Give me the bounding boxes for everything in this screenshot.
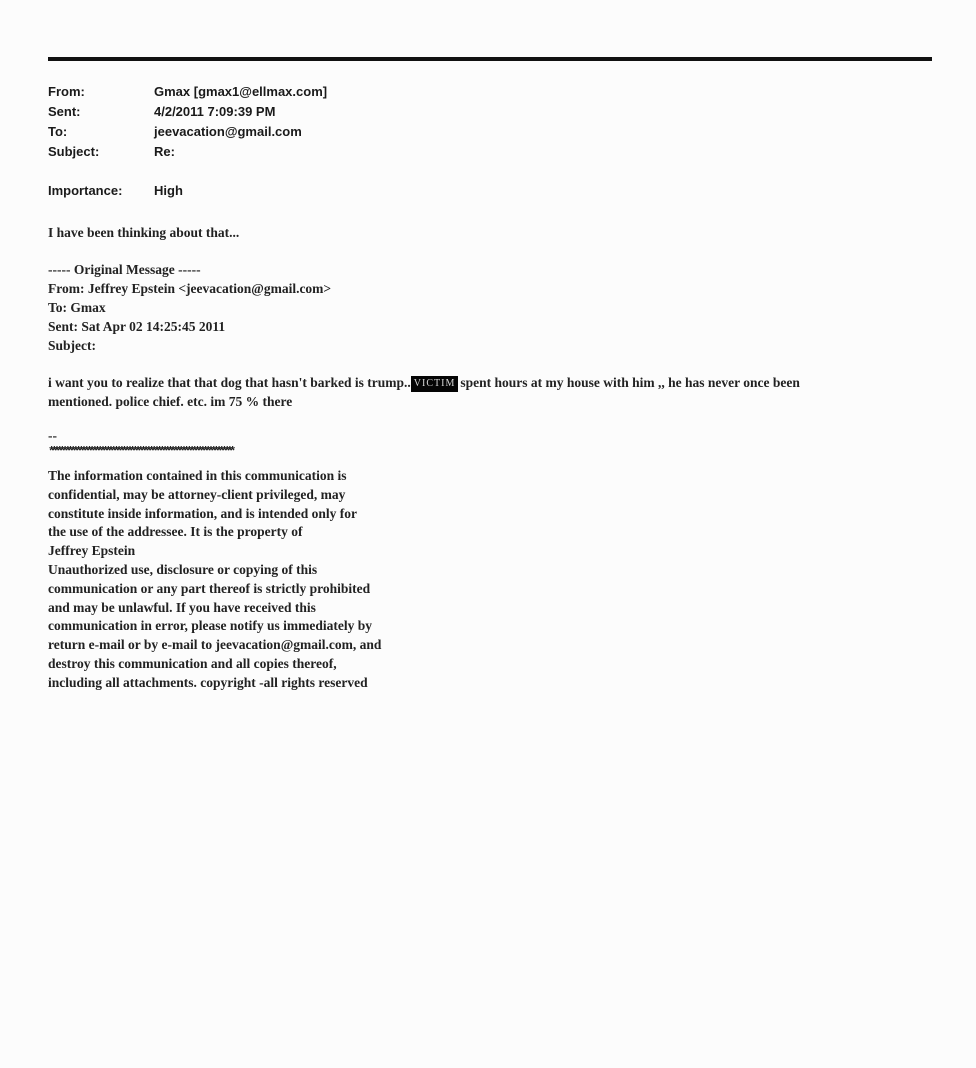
signature-stars: ********************************************************************	[48, 445, 232, 459]
disclaimer-line: and may be unlawful. If you have received this	[48, 599, 316, 615]
disclaimer-line: confidential, may be attorney-client privileged, may	[48, 486, 346, 502]
sent-row	[48, 102, 327, 122]
disclaimer	[48, 467, 381, 693]
importance-row	[48, 181, 183, 201]
body-line-2: mentioned. police chief. etc. im 75 % there	[48, 394, 293, 409]
original-sent: Sent: Sat Apr 02 14:25:45 2011	[48, 319, 226, 334]
disclaimer-line: constitute inside information, and is intended only for	[48, 505, 358, 521]
email-header	[48, 82, 327, 162]
subject-label: Subject:	[48, 144, 100, 159]
disclaimer-line: communication in error, please notify us immediately by	[48, 618, 372, 634]
reply-text: I have been thinking about that...	[48, 225, 240, 240]
sent-value: 4/2/2011 7:09:39 PM	[154, 104, 276, 119]
disclaimer-line: The information contained in this communication is	[48, 468, 347, 483]
disclaimer-line: including all attachments. copyright -all rights reserved	[48, 674, 368, 690]
body-line-1	[48, 373, 928, 392]
from-row	[48, 82, 327, 102]
original-divider: ----- Original Message -----	[48, 262, 201, 277]
importance-value: High	[154, 183, 183, 198]
original-message-header	[48, 260, 331, 355]
original-to: To: Gmax	[48, 300, 106, 315]
header-rule	[48, 57, 932, 61]
redaction-box: VICTIM	[411, 376, 459, 392]
message-body	[48, 373, 928, 411]
subject-row	[48, 142, 327, 162]
disclaimer-line: destroy this communication and all copies thereof,	[48, 655, 337, 671]
original-from: From: Jeffrey Epstein <jeevacation@gmail.com>	[48, 281, 332, 296]
disclaimer-line: Unauthorized use, disclosure or copying of this	[48, 561, 318, 577]
to-row	[48, 122, 327, 142]
signature-dash: --	[48, 428, 57, 443]
signature-block	[48, 428, 530, 460]
subject-value: Re:	[154, 144, 175, 159]
original-subject: Subject:	[48, 338, 96, 353]
to-label: To:	[48, 124, 68, 139]
disclaimer-line: communication or any part thereof is strictly prohibited	[48, 580, 371, 596]
body-line-1-before: i want you to realize that that dog that hasn't barked is trump..	[48, 375, 411, 390]
disclaimer-line: Jeffrey Epstein	[48, 543, 136, 559]
from-value: Gmax [gmax1@ellmax.com]	[154, 84, 328, 99]
to-value: jeevacation@gmail.com	[154, 124, 302, 139]
disclaimer-line: the use of the addressee. It is the property of	[48, 524, 303, 540]
from-label: From:	[48, 84, 85, 99]
body-line-1-after: spent hours at my house with him ,, he has never once been	[460, 375, 800, 390]
disclaimer-line: return e-mail or by e-mail to jeevacation@gmail.com, and	[48, 637, 382, 653]
sent-label: Sent:	[48, 104, 81, 119]
importance-label: Importance:	[48, 183, 123, 198]
